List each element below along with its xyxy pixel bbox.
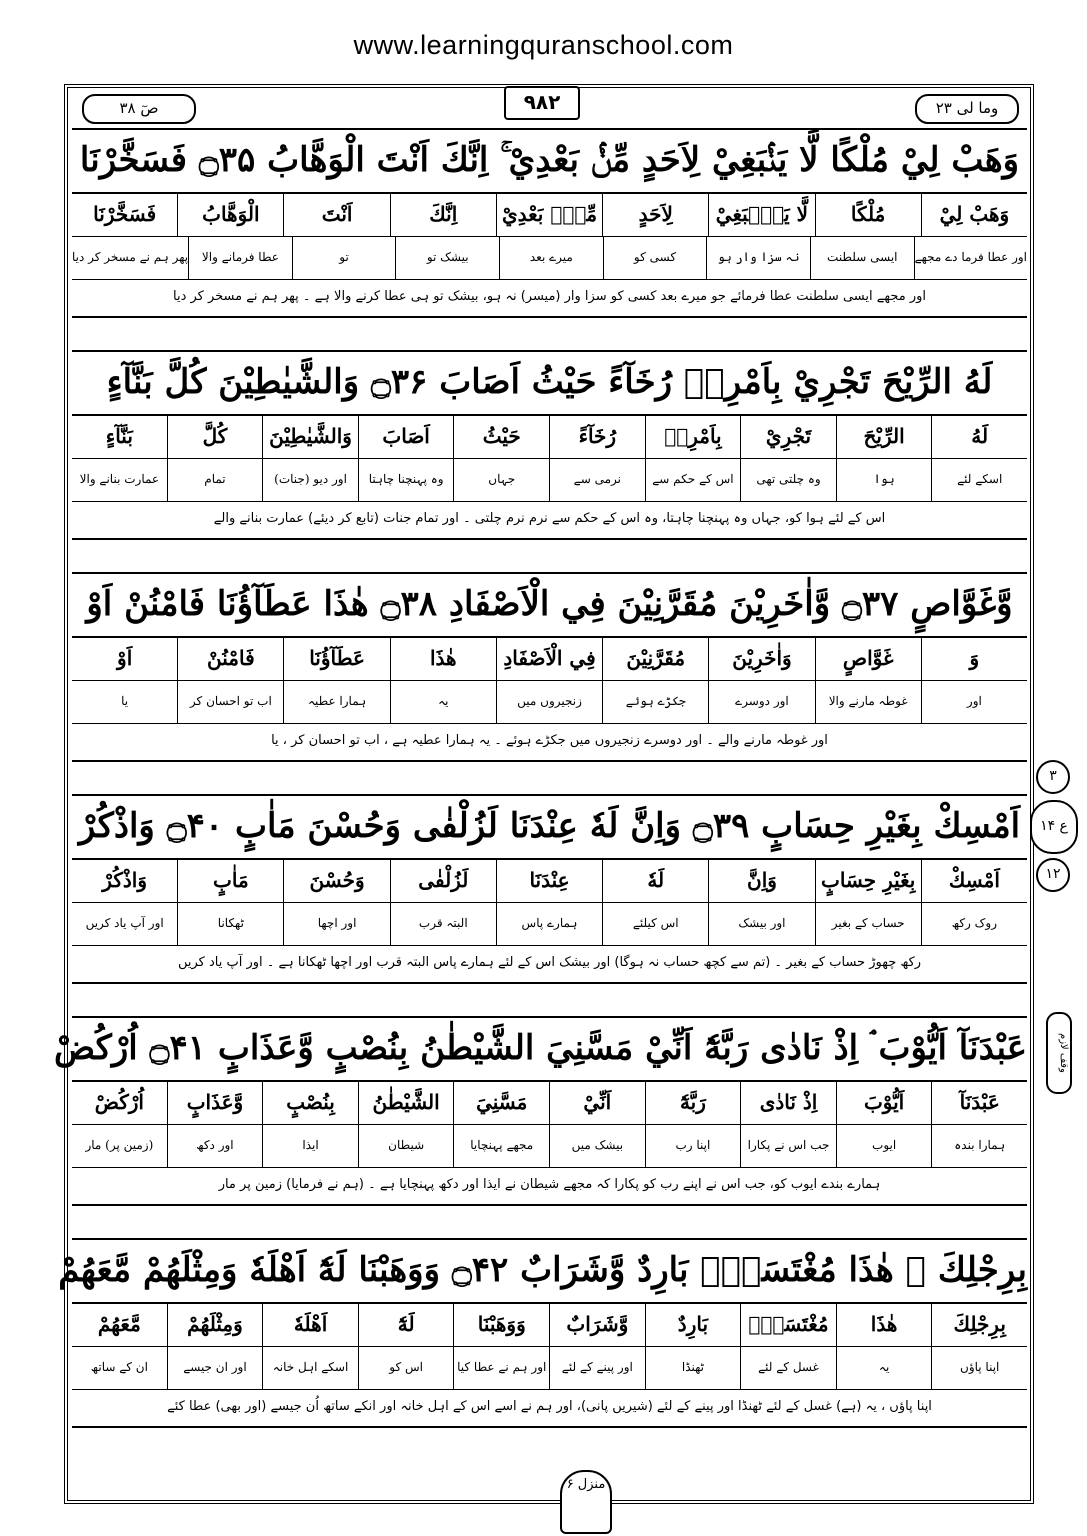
word-cell: لَّا يَنْۢبَغِيْ [708, 194, 814, 236]
translation-row [72, 1347, 1027, 1390]
ruku-marker-mid: ع ۱۴ [1030, 800, 1078, 854]
full-translation: اپنا پاؤں ، یہ (ہے) غسل کے لئے ٹھنڈا اور پینے کے لئے (شیریں پانی)، اور ہم نے اسے اس کے اہل خانہ اور انکے ساتھ اُن جیسے (اور بھی) عطا کئے [72, 1390, 1027, 1428]
word-cell: فَامْنُنْ [177, 638, 283, 680]
word-row [72, 194, 1027, 237]
word-cell: عَطَآؤُنَا [283, 638, 389, 680]
word-cell: مَاٰبٍ [177, 860, 283, 902]
translation-cell: یہ [390, 681, 496, 723]
translation-cell: اور ہم نے عطا کیا [453, 1347, 549, 1389]
word-cell: اَوْ [117, 646, 133, 670]
translation-cell: اور دوسرے [708, 681, 814, 723]
full-translation: اور مجھے ایسی سلطنت عطا فرمائے جو میرے بعد کسی کو سزا وار (میسر) نہ ہو، بیشک تو ہی عطا کرنے والا ہے ۔ پھر ہم نے مسخر کر دیا [72, 280, 1027, 318]
word-cell: مُقَرَّنِيْنَ [602, 638, 708, 680]
word-cell: اَيُّوْبَ [836, 1082, 932, 1124]
full-translation: ہمارے بندے ایوب کو، جب اس نے اپنے رب کو پکارا کہ مجھے شیطان نے ایذا اور دکھ پہنچایا ہے ۔ (ہم نے فرمایا) زمین پر مار [72, 1168, 1027, 1206]
word-cell: الرِّيْحَ [836, 416, 932, 458]
translation-cell: ان کے ساتھ [90, 1360, 148, 1374]
word-cell: بَنَّآءٍ [105, 424, 133, 448]
translation-cell: جکڑے ہوئے [602, 681, 708, 723]
translation-cell: ایسی سلطنت [810, 237, 914, 279]
translation-cell: اور بیشک [708, 903, 814, 945]
translation-cell: اور دکھ [167, 1125, 263, 1167]
translation-cell: نرمی سے [549, 459, 645, 501]
arabic-line: لَهُ الرِّيْحَ تَجْرِيْ بِاَمْرِهٖ رُخَآءً حَيْثُ اَصَابَ ۝۳۶ وَالشَّيٰطِيْنَ كُلَّ بَنَّآءٍ [72, 350, 1027, 416]
word-cell: مَسَّنِيَ [453, 1082, 549, 1124]
translation-cell: وہ پہنچنا چاہتا [358, 459, 454, 501]
arabic-line: وَّغَوَّاصٍ ۝۳۷ وَّاٰخَرِيْنَ مُقَرَّنِيْنَ فِي الْاَصْفَادِ ۝۳۸ هٰذَا عَطَآؤُنَا فَامْنُنْ اَوْ [72, 572, 1027, 638]
translation-cell: پھر ہم نے مسخر کر دیا [71, 250, 189, 264]
word-cell: اُرْكُضْ [94, 1090, 144, 1114]
translation-cell: ٹھنڈا [645, 1347, 741, 1389]
waqf-marker: وقف لازم [1046, 1012, 1072, 1094]
translation-cell: تمام [167, 459, 263, 501]
translation-cell: حساب کے بغیر [815, 903, 921, 945]
translation-cell: اپنا رب [645, 1125, 741, 1167]
translation-row [72, 903, 1027, 946]
translation-cell: تو [292, 237, 396, 279]
translation-cell: اور اچھا [283, 903, 389, 945]
translation-cell: بیشک میں [549, 1125, 645, 1167]
word-cell: وَاٰخَرِيْنَ [708, 638, 814, 680]
header-surah-name: صٓ ۳۸ [82, 94, 196, 124]
translation-cell: اس کو [358, 1347, 454, 1389]
translation-cell: اسکے اہل خانہ [262, 1347, 358, 1389]
word-cell: فَسَخَّرْنَا [93, 202, 157, 226]
translation-cell: (زمین پر) مار [85, 1138, 154, 1152]
verse-block-3 [72, 572, 1027, 762]
word-cell: غَوَّاصٍ [815, 638, 921, 680]
word-cell: فِي الْاَصْفَادِ [496, 638, 602, 680]
word-cell: مِّنْۢ بَعْدِيْ [496, 194, 602, 236]
word-cell: مُلْكًا [815, 194, 921, 236]
translation-cell: اس کیلئے [602, 903, 708, 945]
verse-block-1 [72, 128, 1027, 318]
translation-cell: البتہ قرب [390, 903, 496, 945]
translation-row [72, 459, 1027, 502]
translation-cell: ہوا [836, 459, 932, 501]
word-cell: بِنُصْبٍ [262, 1082, 358, 1124]
arabic-line: بِرِجْلِكَ ۚ هٰذَا مُغْتَسَلٌۢ بَارِدٌ وَّشَرَابٌ ۝۴۲ وَوَهَبْنَا لَهٗٓ اَهْلَهٗ وَمِثْلَهُمْ مَّعَهُمْ [72, 1238, 1027, 1304]
word-cell: بِرِجْلِكَ [931, 1304, 1027, 1346]
translation-cell: یہ [836, 1347, 932, 1389]
word-cell: وَوَهَبْنَا [453, 1304, 549, 1346]
translation-cell: ٹھکانا [177, 903, 283, 945]
header-para-name: وما لی ۲۳ [915, 94, 1019, 124]
verse-block-4 [72, 794, 1027, 984]
full-translation: اس کے لئے ہوا کو، جہاں وہ پہنچنا چاہتا، وہ اس کے حکم سے نرم نرم چلتی ۔ اور تمام جنات (تابع کر دیئے) عمارت بنانے والے [72, 502, 1027, 540]
word-cell: وَ [921, 638, 1027, 680]
translation-cell: اور آپ یاد کریں [85, 916, 164, 930]
word-row [72, 638, 1027, 681]
word-cell: لَهٗٓ [358, 1304, 454, 1346]
word-cell: اِذْ نَادٰى [740, 1082, 836, 1124]
word-cell: وَاِنَّ [708, 860, 814, 902]
translation-cell: غسل کے لئے [740, 1347, 836, 1389]
translation-row [72, 237, 1027, 280]
word-cell: لَهُ [931, 416, 1027, 458]
word-cell: اَنِّيْ [549, 1082, 645, 1124]
translation-cell: بیشک تو [395, 237, 499, 279]
word-row [72, 1304, 1027, 1347]
translation-cell: ایذا [262, 1125, 358, 1167]
word-cell: عِنْدَنَا [496, 860, 602, 902]
word-cell: لَهٗ [602, 860, 708, 902]
translation-cell: ہمارا بندہ [931, 1125, 1027, 1167]
translation-cell: اور دیو (جنات) [262, 459, 358, 501]
word-cell: اِنَّكَ [390, 194, 496, 236]
translation-cell: اور عطا فرما دے مجھے [914, 237, 1027, 279]
ruku-marker-top: ۳ [1036, 760, 1070, 794]
word-cell: بِاَمْرِهٖ [645, 416, 741, 458]
word-row [72, 860, 1027, 903]
word-cell: بَارِدٌ [645, 1304, 741, 1346]
verse-block-6 [58, 1238, 1027, 1428]
translation-cell: زنجیروں میں [496, 681, 602, 723]
translation-cell: اس کے حکم سے [645, 459, 741, 501]
word-cell: لَزُلْفٰى [390, 860, 496, 902]
translation-cell: اور ان جیسے [167, 1347, 263, 1389]
word-cell: بِغَيْرِ حِسَابٍ [815, 860, 921, 902]
word-cell: الشَّيْطٰنُ [358, 1082, 454, 1124]
word-cell: هٰذَا [836, 1304, 932, 1346]
word-cell: وَاذْكُرْ [102, 868, 147, 892]
translation-cell: جب اس نے پکارا [740, 1125, 836, 1167]
translation-cell: نہ سزا وار ہو [706, 237, 810, 279]
word-cell: اَمْسِكْ [921, 860, 1027, 902]
arabic-line: وَهَبْ لِيْ مُلْكًا لَّا يَنْۢبَغِيْ لِاَحَدٍ مِّنْۢ بَعْدِيْ ۚ اِنَّكَ اَنْتَ الْوَهَّابُ ۝۳۵ فَسَخَّرْنَا [72, 128, 1027, 194]
word-row [72, 416, 1027, 459]
translation-cell: کسی کو [603, 237, 707, 279]
word-cell: وَمِثْلَهُمْ [167, 1304, 263, 1346]
page-number: ۹۸۲ [504, 86, 580, 120]
translation-cell: میرے بعد [499, 237, 603, 279]
translation-cell: جہاں [453, 459, 549, 501]
word-cell: حَيْثُ [453, 416, 549, 458]
word-cell: وَحُسْنَ [283, 860, 389, 902]
word-cell: اَصَابَ [358, 416, 454, 458]
translation-cell: غوطہ مارنے والا [815, 681, 921, 723]
translation-cell: اپنا پاؤں [931, 1347, 1027, 1389]
word-cell: وَّشَرَابٌ [549, 1304, 645, 1346]
ruku-marker-bottom: ۱۲ [1036, 858, 1070, 892]
translation-cell: اور [921, 681, 1027, 723]
translation-cell: ہمارے پاس [496, 903, 602, 945]
full-translation: اور غوطہ مارنے والے ۔ اور دوسرے زنجیروں میں جکڑے ہوئے ۔ یہ ہمارا عطیہ ہے ، اب تو احسان کر ، یا [72, 724, 1027, 762]
word-cell: لِاَحَدٍ [602, 194, 708, 236]
word-cell: وَهَبْ لِيْ [921, 194, 1027, 236]
translation-cell: اب تو احسان کر [177, 681, 283, 723]
translation-cell: ایوب [836, 1125, 932, 1167]
word-row [72, 1082, 1027, 1125]
translation-cell: روک رکھ [921, 903, 1027, 945]
word-cell: اَهْلَهٗ [262, 1304, 358, 1346]
arabic-line: اَمْسِكْ بِغَيْرِ حِسَابٍ ۝۳۹ وَاِنَّ لَهٗ عِنْدَنَا لَزُلْفٰى وَحُسْنَ مَاٰبٍ ۝۴۰ وَاذْكُرْ [72, 794, 1027, 860]
verse-block-5 [54, 1016, 1027, 1206]
word-cell: رَبَّهٗٓ [645, 1082, 741, 1124]
translation-cell: عطا فرمانے والا [188, 237, 292, 279]
translation-cell: شیطان [358, 1125, 454, 1167]
translation-row [72, 1125, 1027, 1168]
word-cell: مُغْتَسَلٌۢ [740, 1304, 836, 1346]
website-url: www.learningquranschool.com [353, 30, 734, 60]
arabic-line: عَبْدَنَآ اَيُّوْبَ ۘ اِذْ نَادٰى رَبَّهٗٓ اَنِّيْ مَسَّنِيَ الشَّيْطٰنُ بِنُصْبٍ وَّعَذَابٍ ۝۴۱ اُرْكُضْ [72, 1016, 1027, 1082]
word-cell: مَّعَهُمْ [97, 1312, 141, 1336]
translation-cell: اسکے لئے [931, 459, 1027, 501]
word-cell: الْوَهَّابُ [177, 194, 283, 236]
word-cell: وَّعَذَابٍ [167, 1082, 263, 1124]
word-cell: رُخَآءً [549, 416, 645, 458]
manzil-marker: منزل ۶ [560, 1470, 612, 1534]
word-cell: اَنْتَ [283, 194, 389, 236]
translation-cell: اور پینے کے لئے [549, 1347, 645, 1389]
word-cell: تَجْرِيْ [740, 416, 836, 458]
translation-cell: عمارت بنانے والا [79, 472, 160, 486]
verse-block-2 [72, 350, 1027, 540]
translation-row [72, 681, 1027, 724]
word-cell: عَبْدَنَآ [931, 1082, 1027, 1124]
translation-cell: یا [121, 694, 129, 708]
translation-cell: مجھے پہنچایا [453, 1125, 549, 1167]
full-translation: رکھ چھوڑ حساب کے بغیر ۔ (تم سے کچھ حساب نہ ہوگا) اور بیشک اس کے لئے ہمارے پاس البتہ قرب اور اچھا ٹھکانا ہے ۔ اور آپ یاد کریں [72, 946, 1027, 984]
word-cell: وَالشَّيٰطِيْنَ [262, 416, 358, 458]
word-cell: هٰذَا [390, 638, 496, 680]
translation-cell: ہمارا عطیہ [283, 681, 389, 723]
word-cell: كُلَّ [167, 416, 263, 458]
translation-cell: وہ چلتی تھی [740, 459, 836, 501]
